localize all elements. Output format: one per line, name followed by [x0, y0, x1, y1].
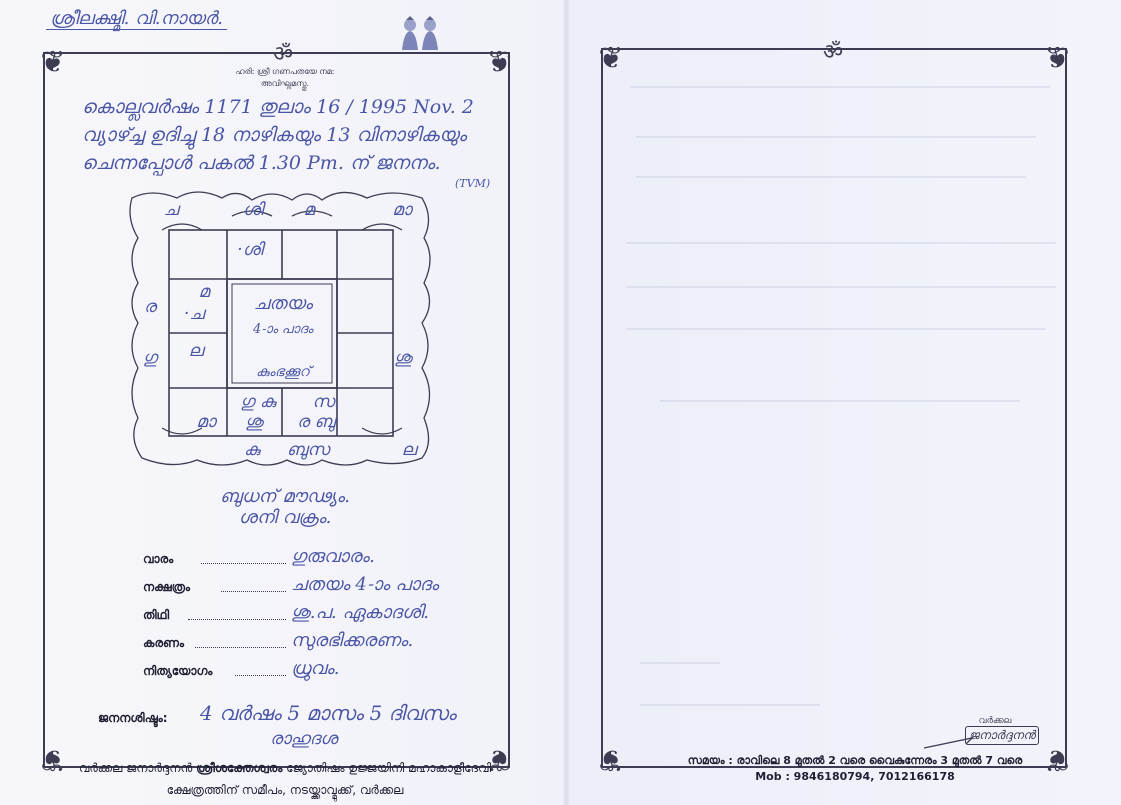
- detail-label: കരണം: [143, 636, 184, 650]
- chart-cell-label: മ: [198, 282, 210, 302]
- ornament-corner-icon: ❦: [598, 742, 624, 777]
- ornament-corner-icon: ❦: [40, 742, 66, 777]
- invocation-line: അവിഘ്നമസ്തു.: [260, 79, 310, 88]
- detail-label: വാരം: [143, 552, 174, 566]
- chart-cell-label: ·ച: [183, 304, 205, 324]
- dotted-leader: [188, 619, 286, 620]
- astrologer-address: [60, 757, 510, 801]
- deity-image-icon: [398, 16, 442, 50]
- dotted-leader: [221, 591, 286, 592]
- show-through-line: [660, 400, 1020, 402]
- detail-row-karanam: [143, 632, 473, 658]
- page-fold: [562, 0, 570, 805]
- mobile-line: Mob : 9846180794, 7012166178: [755, 770, 955, 783]
- detail-label: തിഥി: [143, 608, 170, 622]
- chart-outer-label: ര: [143, 297, 157, 317]
- ornament-corner-icon: ❦: [1044, 742, 1070, 777]
- invocation-line: ഹരി: ശ്രീ ഗണപതയേ നമ:: [235, 67, 335, 76]
- birth-details: [82, 93, 502, 177]
- ornament-corner-icon: ❦: [1044, 41, 1070, 76]
- detail-label: നക്ഷത്രം: [143, 580, 191, 594]
- chart-outer-label: കു: [244, 440, 260, 460]
- chart-cell-label: ര ബു: [296, 412, 336, 432]
- consultation-info: [640, 753, 1070, 785]
- detail-row-thithi: [143, 604, 473, 630]
- chart-cell-label: ·ശി: [237, 240, 263, 260]
- chart-cell-label: സ.: [312, 392, 340, 412]
- address-line: ക്ഷേത്രത്തിന് സമീപം, നടയ്ക്കാവ്മുക്ക്, വർക്കല: [166, 783, 404, 797]
- detail-value: ശു.പ. ഏകാദശി.: [291, 602, 429, 623]
- pen-stroke-icon: [920, 736, 980, 752]
- detail-label: നിത്യയോഗം: [143, 664, 213, 678]
- detail-row-varam: [143, 548, 473, 574]
- om-symbol: ॐ: [822, 40, 844, 65]
- dasa-balance: 4 വർഷം 5 മാസം 5 ദിവസം: [200, 701, 457, 725]
- chart-center-star: ചതയം: [253, 293, 313, 314]
- dasa-label: ജനനശിഷ്ടം:: [98, 711, 168, 725]
- birth-line: ചെന്നപ്പോൾ പകൽ 1.30 Pm. ന് ജനനം.: [82, 152, 441, 174]
- chart-cell-label: ഗു കു: [240, 392, 276, 412]
- chart-center-pada: 4-ാം പാദം: [253, 322, 313, 337]
- address-prefix: വർക്കല ജനാർദ്ദനൻ: [78, 761, 197, 775]
- birth-line: വ്യാഴ്ച്ച ഉദിച്ചു 18 നാഴികയും 13 വിനാഴികയും: [82, 124, 467, 146]
- chart-outer-label: ഗു: [142, 348, 158, 368]
- ornament-corner-icon: ❦: [486, 742, 512, 777]
- chart-outer-label: ല: [401, 440, 417, 460]
- dotted-leader: [201, 563, 286, 564]
- om-symbol: ॐ: [272, 42, 294, 67]
- address-suffix: ജ്യോതിഷം ഉജ്ജയിനി മഹാകാളീദേവി: [282, 761, 492, 775]
- dotted-leader: [195, 647, 286, 648]
- detail-value: ഗുരുവാരം.: [291, 546, 375, 567]
- detail-row-nakshatram: [143, 576, 473, 602]
- detail-value: സുരഭിക്കരണം.: [291, 630, 414, 651]
- detail-value: ധ്രുവം.: [291, 658, 340, 679]
- chart-outer-label: മാ: [392, 200, 412, 220]
- planet-note: ബുധന് മൗഢ്യം.: [219, 486, 351, 507]
- show-through-line: [636, 176, 1026, 178]
- chart-center-rasi: കുംഭക്കൂറ്: [255, 364, 310, 380]
- detail-row-nithyayogam: [143, 660, 473, 686]
- show-through-line: [636, 136, 1036, 138]
- right-border-frame: [601, 48, 1067, 768]
- chart-outer-label: മ: [303, 200, 315, 220]
- invocation-text: [205, 66, 365, 90]
- timing-line: സമയം : രാവിലെ 8 മുതൽ 2 വരെ വൈകുന്നേരം 3 മുതൽ 7 വരെ: [687, 754, 1023, 767]
- ornament-corner-icon: ❦: [40, 45, 66, 80]
- show-through-line: [640, 662, 720, 664]
- dotted-leader: [235, 675, 286, 676]
- show-through-line: [626, 286, 1056, 288]
- show-through-line: [640, 704, 820, 706]
- chart-cell-label: ശു: [245, 412, 263, 432]
- seal-signature: ജനാർദ്ദനൻ: [965, 726, 1039, 745]
- address-line: [60, 757, 510, 779]
- detail-value: ചതയം 4-ാം പാദം: [291, 574, 439, 595]
- birth-line: കൊല്ലവർഷം 1171 തുലാം 16 / 1995 Nov. 2: [82, 96, 474, 118]
- show-through-line: [626, 242, 1056, 244]
- show-through-line: [626, 328, 1046, 330]
- chart-outer-label: ച: [163, 200, 179, 220]
- address-name: ശ്രീശക്തേശ്വരം: [196, 761, 283, 775]
- show-through-line: [630, 86, 1050, 88]
- dasa-planet: രാഹുദശ: [270, 729, 338, 749]
- chart-outer-label: ശി: [242, 200, 264, 220]
- chart-cell-label: ല: [188, 341, 204, 361]
- owner-name: ശ്രീലക്ഷ്മി. വി.നായർ.: [46, 8, 227, 30]
- chart-outer-label: ബുസ: [286, 440, 330, 460]
- planet-note: ശനി വക്രം.: [238, 507, 332, 528]
- birth-place-note: (TVM): [455, 177, 491, 190]
- seal-top-text: വർക്കല: [978, 716, 1012, 726]
- ornament-corner-icon: ❦: [598, 41, 624, 76]
- ornament-corner-icon: ❦: [486, 45, 512, 80]
- chart-outer-label: ശു: [394, 348, 412, 368]
- chart-cell-label: മാ: [196, 412, 216, 432]
